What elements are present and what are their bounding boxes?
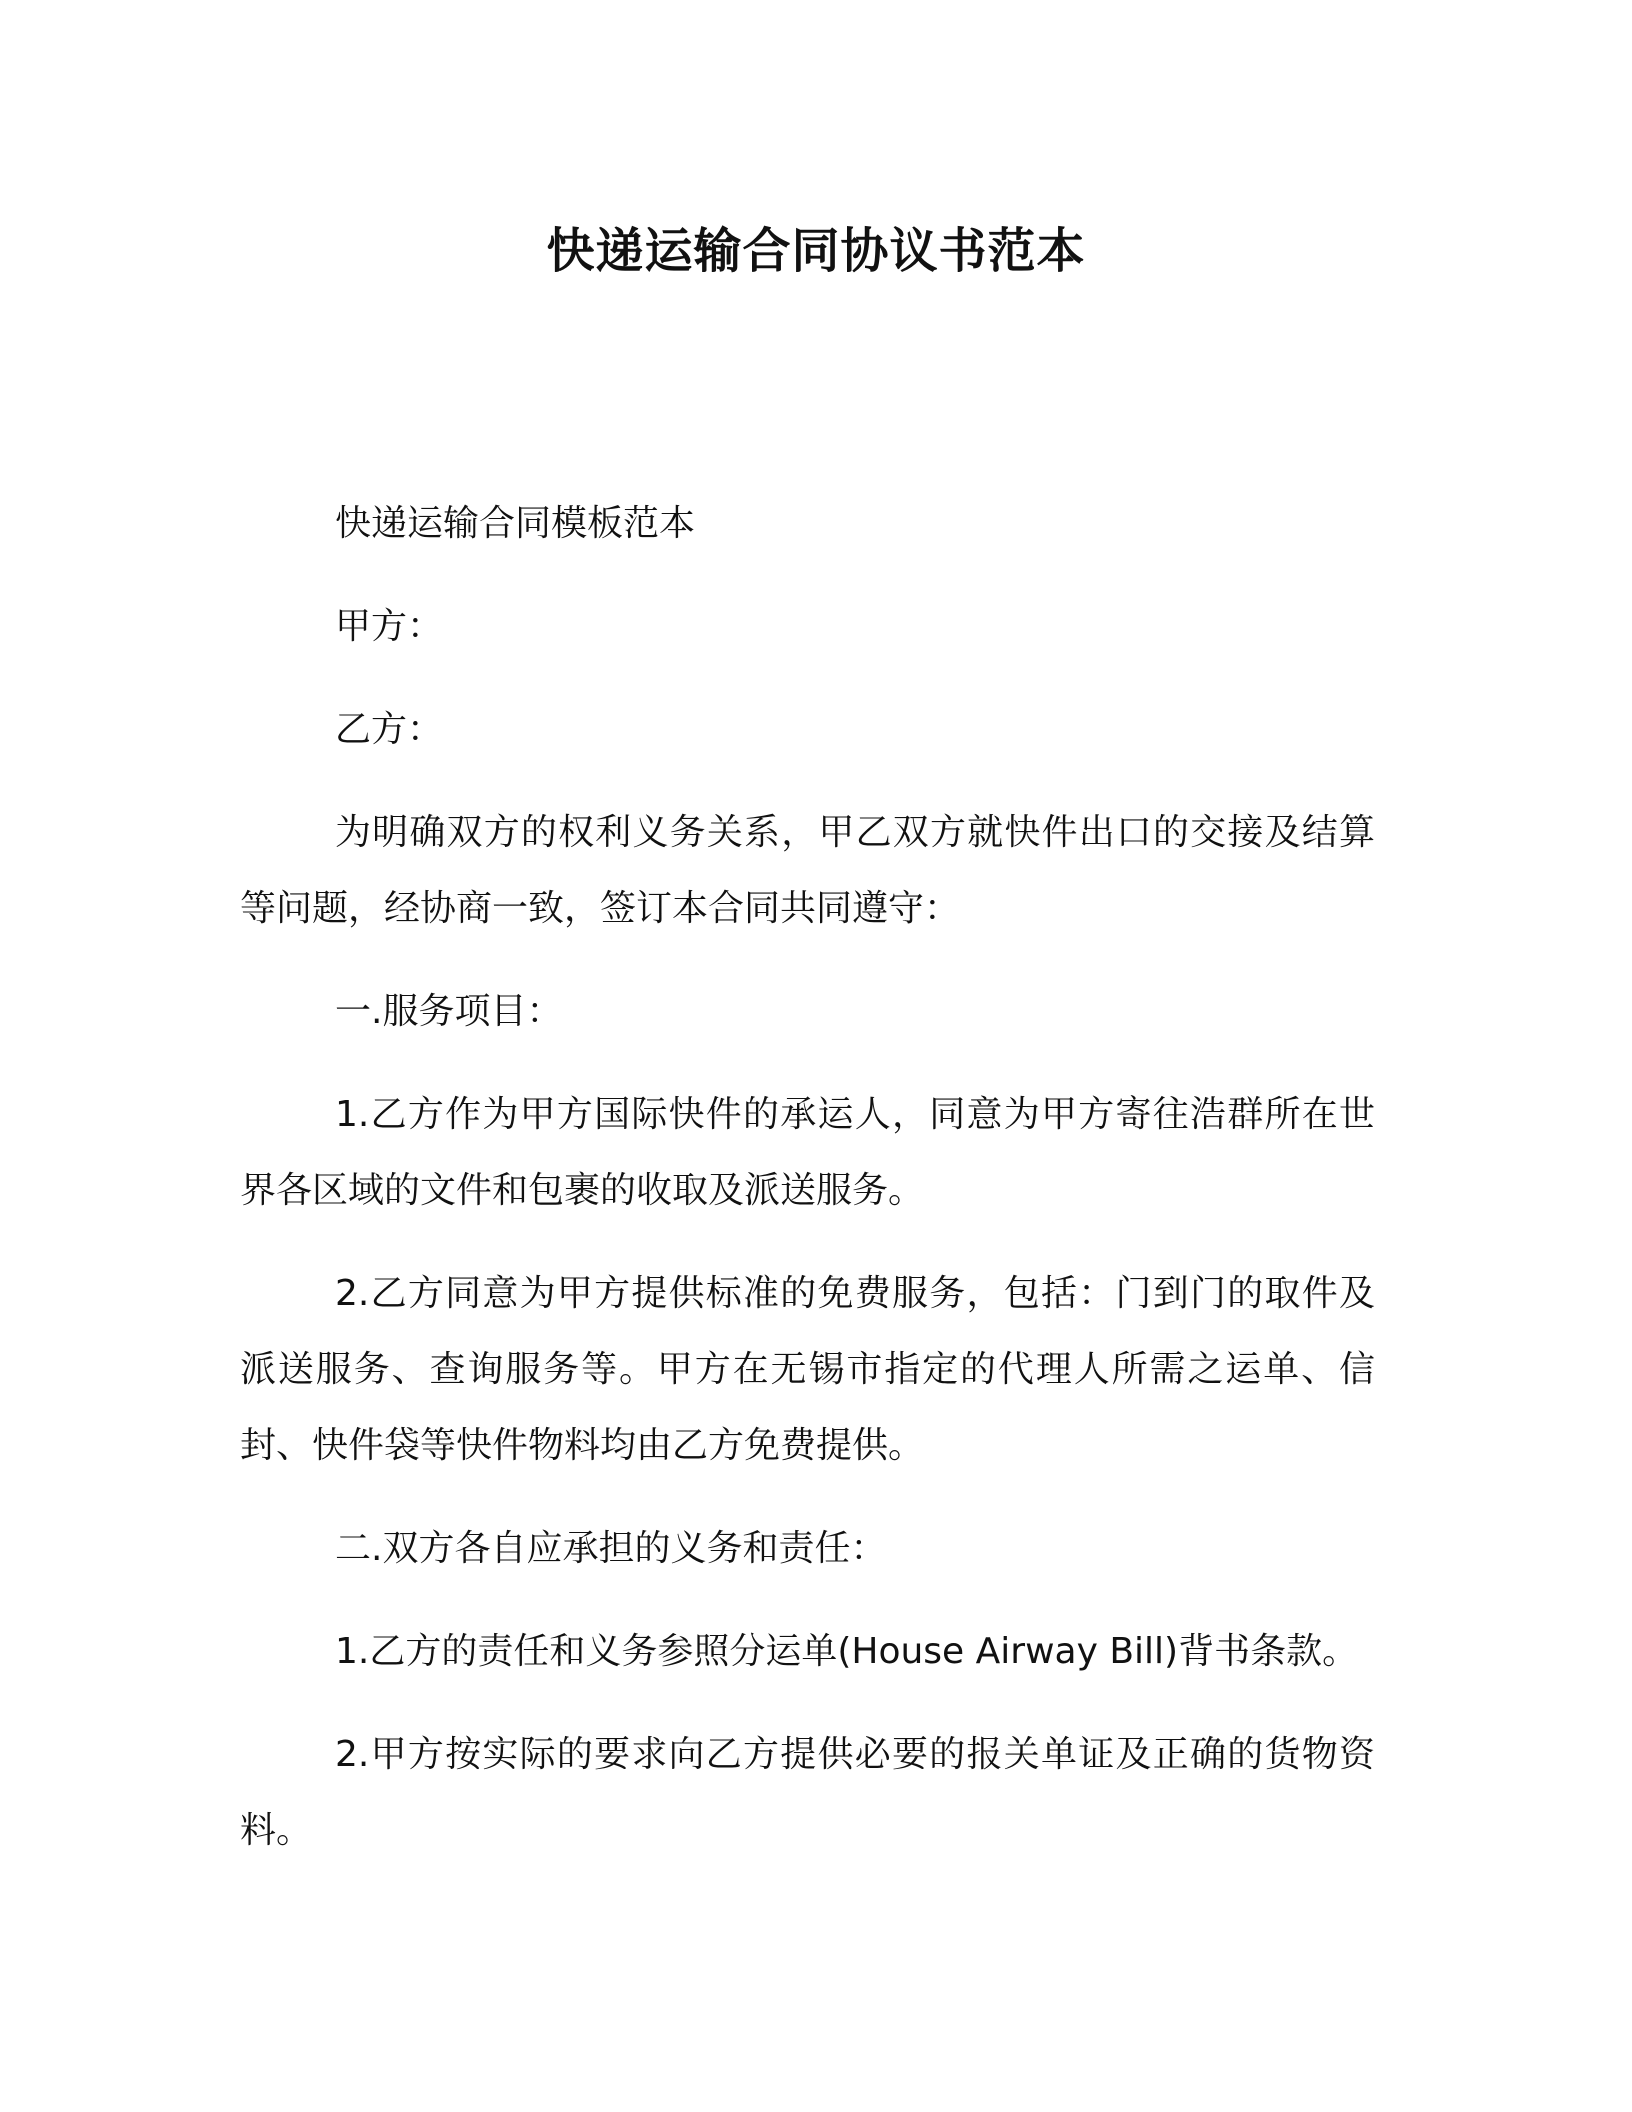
paragraph-section-2-item-2: 2.甲方按实际的要求向乙方提供必要的报关单证及正确的货物资料。 <box>240 1734 1375 1851</box>
paragraph-preamble: 为明确双方的权利义务关系，甲乙双方就快件出口的交接及结算等问题，经协商一致，签订本合同共同遵守： <box>240 812 1375 929</box>
paragraph-section-1-heading: 一.服务项目： <box>335 991 563 1032</box>
paragraph-section-1-item-2: 2.乙方同意为甲方提供标准的免费服务，包括：门到门的取件及派送服务、查询服务等。甲方在无锡市指定的代理人所需之运单、信封、快件袋等快件物料均由乙方免费提供。 <box>240 1273 1375 1466</box>
document-body <box>240 486 1375 1896</box>
paragraph-section-2-heading: 二.双方各自应承担的义务和责任： <box>335 1528 887 1569</box>
paragraph-subtitle: 快递运输合同模板范本 <box>335 503 696 544</box>
paragraph-section-2-item-1: 1.乙方的责任和义务参照分运单(House Airway Bill)背书条款。 <box>335 1631 1359 1672</box>
paragraph-party-a: 甲方： <box>335 606 444 647</box>
document-title: 快递运输合同协议书范本 <box>546 223 1086 279</box>
paragraph-party-b: 乙方： <box>335 709 444 750</box>
paragraph-section-1-item-1: 1.乙方作为甲方国际快件的承运人，同意为甲方寄往浩群所在世界各区域的文件和包裹的收取及派送服务。 <box>240 1094 1375 1211</box>
